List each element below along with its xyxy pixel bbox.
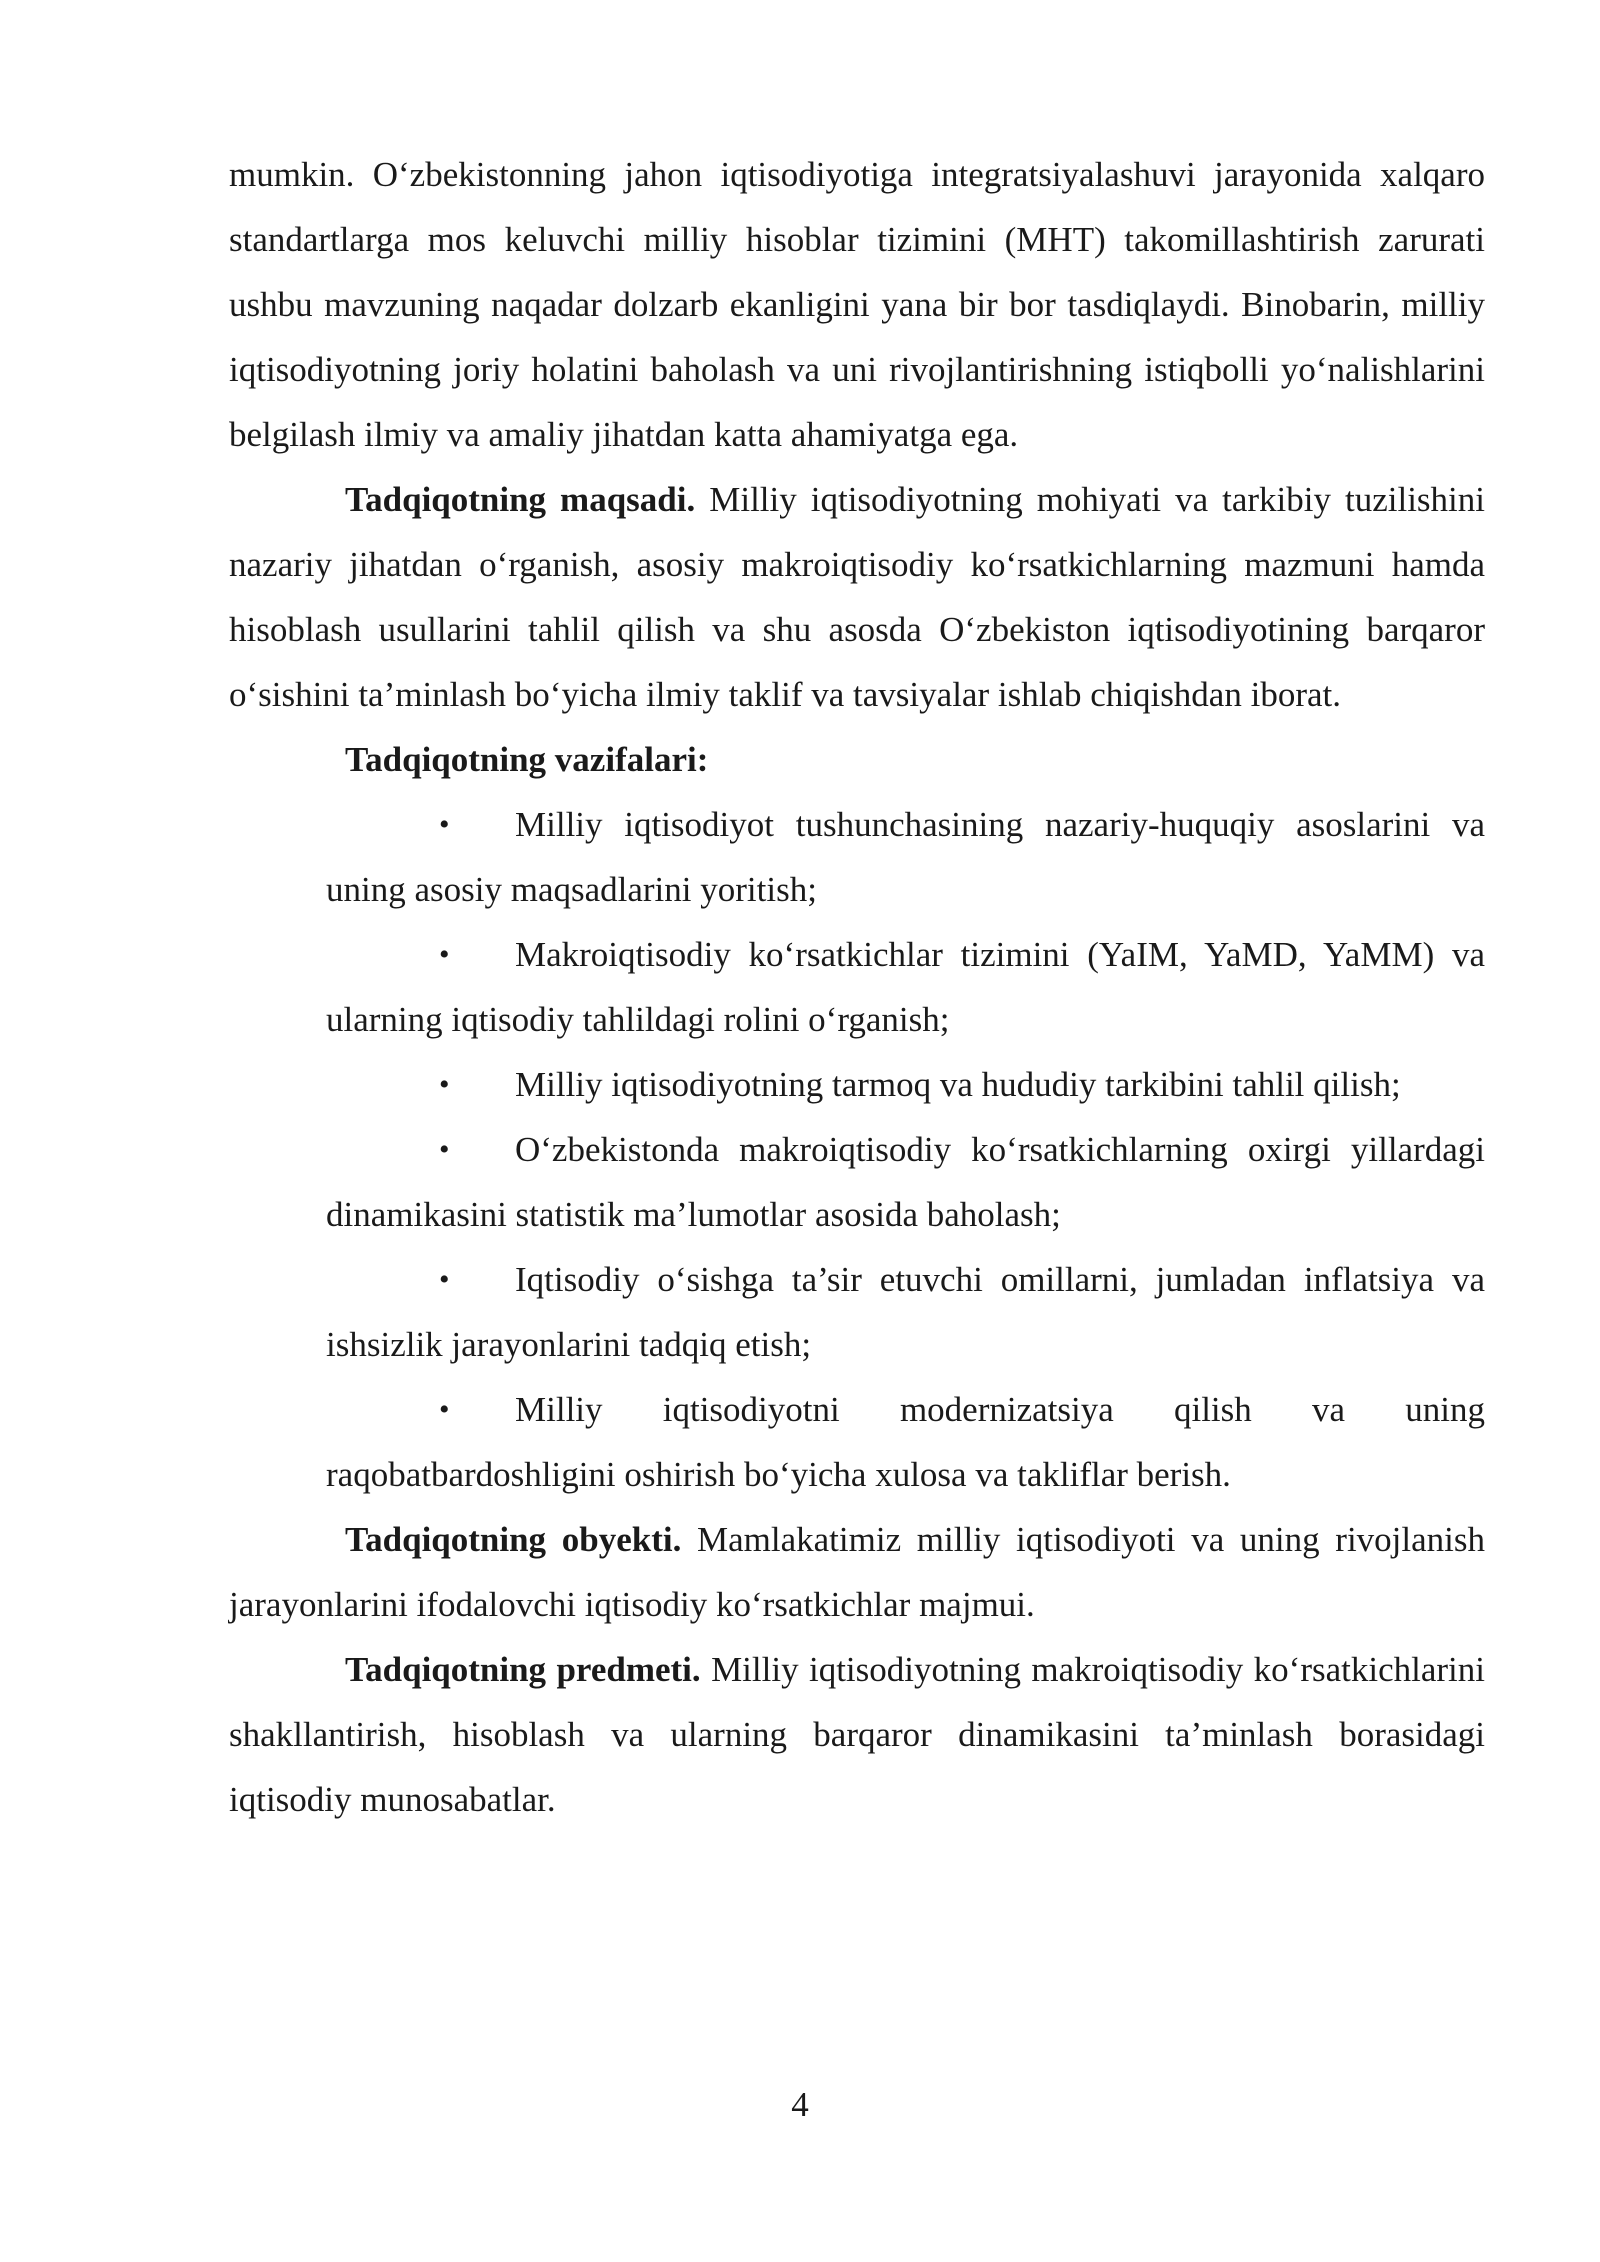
list-item bbox=[326, 792, 1485, 922]
purpose-text: Milliy iqtisodiyotning mohiyati va tarkibiy tuzilishini nazariy jihatdan o‘rganish, asosiy makroiqtisodiy ko‘rsatkichlarning mazmuni hamda hisoblash usullarini tahlil qilish va shu asosda O‘zbekiston iqtisodiyotining barqaror o‘sishini ta’minlash bo‘yicha ilmiy taklif va tavsiyalar ishlab chiqishdan iborat. bbox=[229, 480, 1486, 714]
bullet-icon: • bbox=[439, 1133, 450, 1166]
list-item-text: Milliy iqtisodiyotning tarmoq va hududiy tarkibini tahlil qilish; bbox=[515, 1065, 1401, 1104]
list-item-text: Milliy iqtisodiyot tushunchasining nazariy-huquqiy asoslarini va uning asosiy maqsadlarini yoritish; bbox=[326, 805, 1485, 909]
tasks-list bbox=[229, 792, 1485, 1507]
subject-paragraph bbox=[229, 1637, 1485, 1832]
tasks-heading: Tadqiqotning vazifalari: bbox=[345, 740, 709, 779]
list-item-text: Makroiqtisodiy ko‘rsatkichlar tizimini (YaIM, YaMD, YaMM) va ularning iqtisodiy tahlildagi rolini o‘rganish; bbox=[326, 935, 1485, 1039]
bullet-icon: • bbox=[439, 1068, 450, 1101]
list-item-text: O‘zbekistonda makroiqtisodiy ko‘rsatkichlarning oxirgi yillardagi dinamikasini statistik ma’lumotlar asosida baholash; bbox=[326, 1130, 1485, 1234]
object-text: Mamlakatimiz milliy iqtisodiyoti va uning rivojlanish jarayonlarini ifodalovchi iqtisodiy ko‘rsatkichlar majmui. bbox=[229, 1520, 1485, 1624]
object-paragraph bbox=[229, 1507, 1485, 1637]
list-item-text: Milliy iqtisodiyotni modernizatsiya qilish va uning raqobatbardoshligini oshirish bo‘yicha xulosa va takliflar berish. bbox=[326, 1390, 1485, 1494]
page-number: 4 bbox=[791, 2085, 809, 2124]
bullet-icon: • bbox=[439, 938, 450, 971]
list-item-text: Iqtisodiy o‘sishga ta’sir etuvchi omillarni, jumladan inflatsiya va ishsizlik jarayonlarini tadqiq etish; bbox=[326, 1260, 1485, 1364]
list-item bbox=[326, 1377, 1485, 1507]
intro-paragraph: mumkin. O‘zbekistonning jahon iqtisodiyotiga integratsiyalashuvi jarayonida xalqaro standartlarga mos keluvchi milliy hisoblar tizimini (MHT) takomillashtirish zarurati ushbu mavzuning naqadar dolzarb ekanligini yana bir bor tasdiqlaydi. Binobarin, milliy iqtisodiyotning joriy holatini baholash va uni rivojlantirishning istiqbolli yo‘nalishlarini belgilash ilmiy va amaliy jihatdan katta ahamiyatga ega. bbox=[229, 155, 1485, 454]
bullet-icon: • bbox=[439, 808, 450, 841]
subject-text: Milliy iqtisodiyotning makroiqtisodiy ko‘rsatkichlarini shakllantirish, hisoblash va ularning barqaror dinamikasini ta’minlash borasidagi iqtisodiy munosabatlar. bbox=[229, 1650, 1485, 1819]
subject-heading: Tadqiqotning predmeti. bbox=[345, 1650, 701, 1689]
object-heading: Tadqiqotning obyekti. bbox=[345, 1520, 682, 1559]
bullet-icon: • bbox=[439, 1263, 450, 1296]
tasks-paragraph bbox=[229, 727, 1485, 792]
document-page bbox=[229, 142, 1485, 1832]
bullet-icon: • bbox=[439, 1393, 450, 1426]
list-item bbox=[326, 922, 1485, 1052]
list-item bbox=[326, 1247, 1485, 1377]
list-item bbox=[326, 1052, 1485, 1117]
purpose-paragraph bbox=[229, 467, 1485, 727]
list-item bbox=[326, 1117, 1485, 1247]
purpose-heading: Tadqiqotning maqsadi. bbox=[345, 480, 696, 519]
